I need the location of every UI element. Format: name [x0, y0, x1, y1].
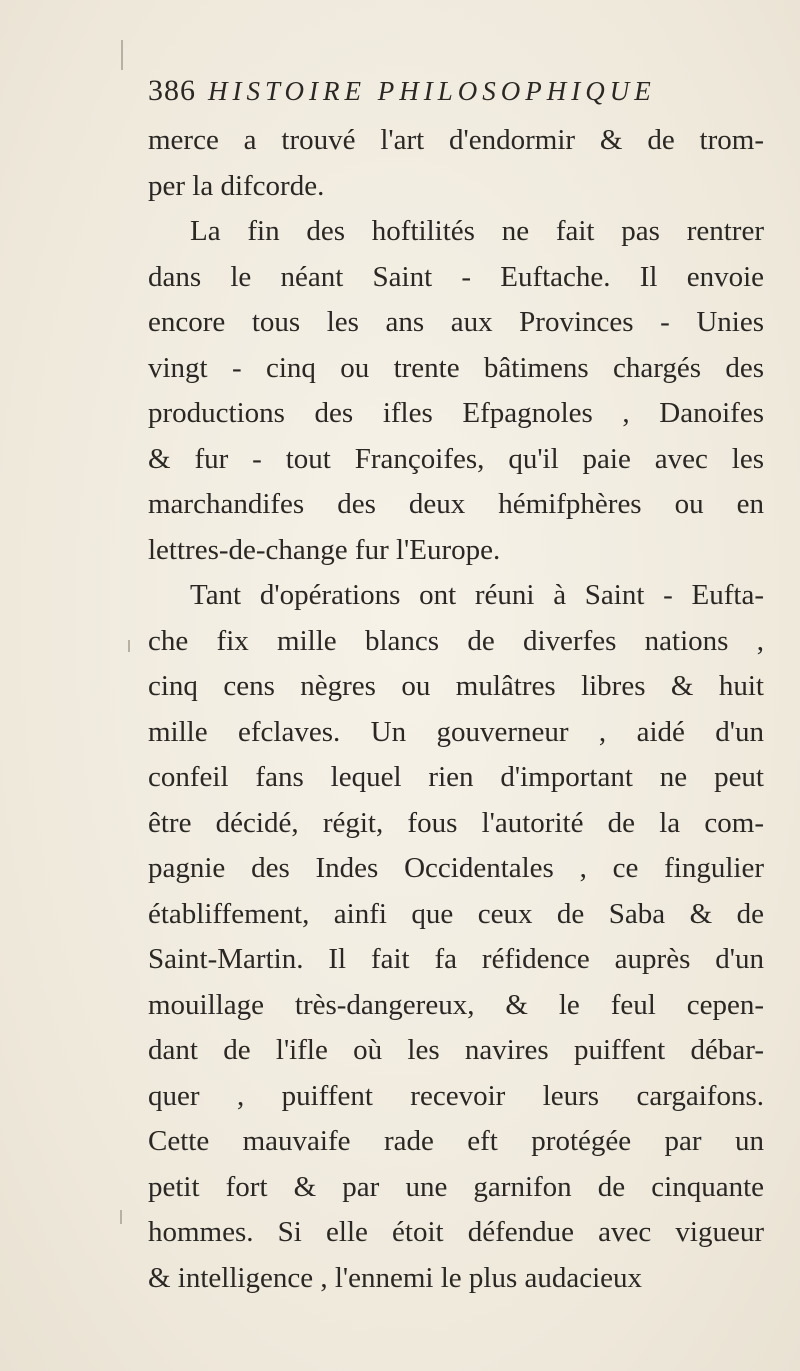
text-line: dans le néant Saint - Euftache. Il envoie [148, 260, 764, 293]
text-line: merce a trouvé l'art d'endormir & de trom- [148, 124, 764, 156]
text-line: mouillage très-dangereux, & le feul cepen- [148, 988, 764, 1021]
text-line: être décidé, régit, fous l'autorité de la com- [148, 806, 764, 839]
text-line: hommes. Si elle étoit défendue avec vigueur [148, 1216, 764, 1248]
text-line: Tant d'opérations ont réuni à Saint - Eufta- [190, 579, 764, 611]
text-line: pagnie des Indes Occidentales , ce fingulier [148, 852, 764, 884]
text-line: La fin des hoftilités ne fait pas rentrer [190, 215, 764, 247]
paper-mark [121, 40, 123, 70]
text-line: encore tous les ans aux Provinces - Unies [148, 306, 764, 338]
text-line: Saint-Martin. Il fait fa réfidence auprès d'un [148, 943, 764, 975]
text-line: marchandifes des deux hémifphères ou en [148, 488, 764, 520]
text-line: établiffement, ainfi que ceux de Saba & de [148, 897, 764, 930]
text-line: & intelligence , l'ennemi le plus audacieux [148, 1261, 643, 1294]
text-line: & fur - tout Françoifes, qu'il paie avec les [148, 442, 764, 475]
text-line: vingt - cinq ou trente bâtimens chargés des [148, 351, 764, 384]
text-line: per la difcorde. [148, 169, 325, 202]
page-header [148, 74, 768, 114]
text-line: petit fort & par une garnifon de cinquante [148, 1170, 764, 1203]
text-line: confeil fans lequel rien d'important ne peut [148, 761, 764, 793]
text-line: mille efclaves. Un gouverneur , aidé d'un [148, 715, 764, 748]
text-line: Cette mauvaife rade eft protégée par un [148, 1125, 764, 1157]
running-head: HISTOIRE PHILOSOPHIQUE [208, 76, 656, 106]
body-text [148, 118, 764, 1301]
text-line: quer , puiffent recevoir leurs cargaifons. [148, 1079, 764, 1112]
text-line: lettres-de-change fur l'Europe. [148, 533, 501, 566]
text-line: productions des ifles Efpagnoles , Danoifes [148, 397, 764, 429]
text-line: dant de l'ifle où les navires puiffent débar- [148, 1034, 764, 1066]
text-line: che fix mille blancs de diverfes nations , [148, 624, 764, 657]
page-number: 386 [148, 74, 196, 107]
text-line: cinq cens nègres ou mulâtres libres & huit [148, 670, 764, 702]
paper-mark [120, 1210, 122, 1224]
paper-mark [128, 640, 130, 652]
